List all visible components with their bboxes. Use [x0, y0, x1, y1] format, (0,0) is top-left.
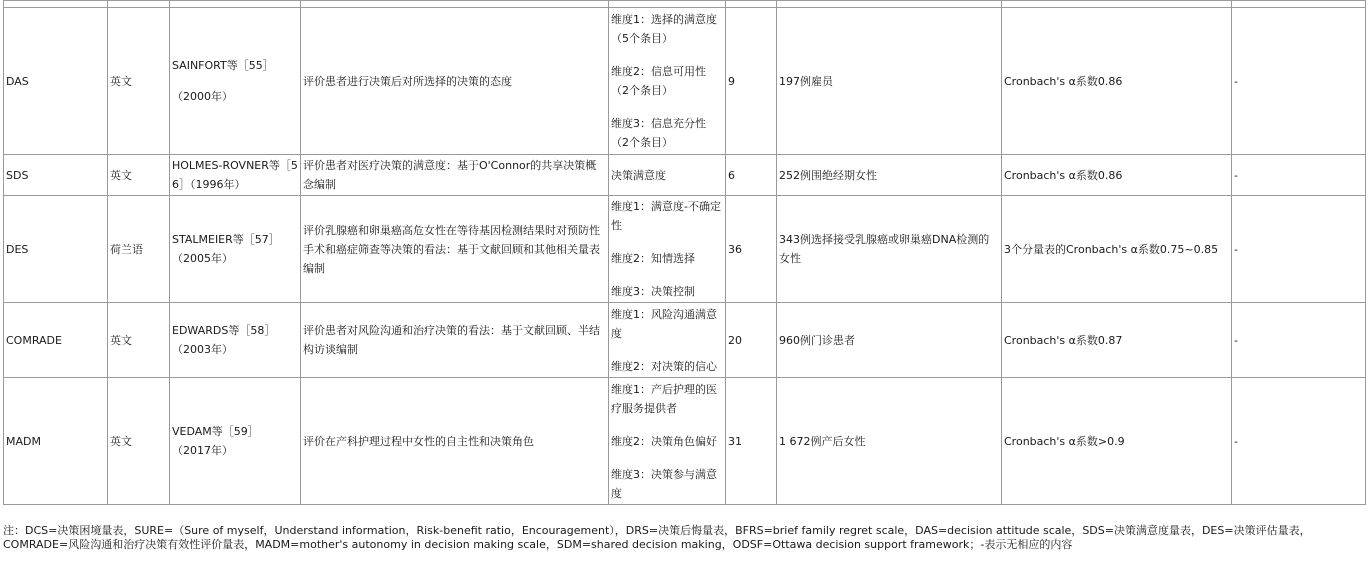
reliability: Cronbach's α系数0.86	[1002, 155, 1232, 196]
dimension: 维度2：信息可用性（2个条目）	[611, 65, 706, 97]
scale-name: SDS	[4, 155, 108, 196]
author: HOLMES-ROVNER等［56］（1996年）	[172, 159, 298, 191]
validity: -	[1232, 378, 1366, 505]
author: STALMEIER等［57］	[172, 233, 280, 246]
reliability: Cronbach's α系数0.86	[1002, 8, 1232, 155]
dimension: 维度2：对决策的信心	[611, 359, 717, 373]
dimensions-cell	[609, 155, 726, 196]
sample: 1 672例产后女性	[777, 378, 1002, 505]
year: （2000年）	[172, 90, 233, 103]
language: 英文	[108, 8, 170, 155]
author: VEDAM等［59］	[172, 425, 259, 438]
dimensions-cell	[609, 196, 726, 303]
item-count: 31	[726, 378, 777, 505]
author: SAINFORT等［55］	[172, 59, 274, 72]
table-row	[4, 196, 1366, 303]
dimension: 维度3：信息充分性（2个条目）	[611, 117, 706, 149]
dimension: 维度1：风险沟通满意度	[611, 307, 717, 340]
dimensions-cell	[609, 378, 726, 505]
validity: -	[1232, 155, 1366, 196]
validity: -	[1232, 8, 1366, 155]
item-count: 36	[726, 196, 777, 303]
table-row	[4, 8, 1366, 155]
year: （2017年）	[172, 444, 233, 457]
scale-name: COMRADE	[4, 303, 108, 378]
dimension: 维度2：知情选择	[611, 252, 695, 265]
dimensions-cell	[609, 8, 726, 155]
scales-table	[3, 0, 1366, 505]
validity: -	[1232, 196, 1366, 303]
reliability: Cronbach's α系数>0.9	[1002, 378, 1232, 505]
table-row	[4, 303, 1366, 378]
author: EDWARDS等［58］	[172, 324, 276, 337]
author-cell	[170, 8, 301, 155]
table-top-strip	[4, 1, 1366, 8]
purpose: 评价乳腺癌和卵巢癌高危女性在等待基因检测结果时对预防性手术和癌症筛查等决策的看法：基于文献回顾和其他相关量表编制	[301, 196, 609, 303]
dimension: 维度1：产后护理的医疗服务提供者	[611, 382, 717, 415]
language: 荷兰语	[108, 196, 170, 303]
item-count: 6	[726, 155, 777, 196]
language: 英文	[108, 303, 170, 378]
table-footnote: 注：DCS=决策困境量表，SURE=（Sure of myself，Understand information，Risk-benefit ratio，Encouragement），DRS=决策后悔量表，BFRS=brief family regret scale，DAS=decision attitude scale，SDS=决策满意度量表，DES=决策评估量表，COMRADE=风险沟通和治疗决策有效性评价量表，MADM=mother's autonomy in decision making scale，SDM=shared decision making，ODSF=Ottawa decision support framework；-表示无相应的内容	[3, 524, 1311, 551]
dimension: 维度3：决策控制	[611, 285, 695, 298]
dimension: 维度2：决策角色偏好	[611, 434, 717, 448]
purpose: 评价患者对医疗决策的满意度：基于O'Connor的共享决策概念编制	[301, 155, 609, 196]
reliability: Cronbach's α系数0.87	[1002, 303, 1232, 378]
dimension: 维度1：满意度-不确定性	[611, 200, 721, 232]
dimensions-cell	[609, 303, 726, 378]
year: （2005年）	[172, 252, 233, 265]
author-cell	[170, 303, 301, 378]
scale-name: DES	[4, 196, 108, 303]
sample: 960例门诊患者	[777, 303, 1002, 378]
language: 英文	[108, 378, 170, 505]
scale-name: MADM	[4, 378, 108, 505]
author-cell	[170, 155, 301, 196]
reliability: 3个分量表的Cronbach's α系数0.75~0.85	[1002, 196, 1232, 303]
sample: 197例雇员	[777, 8, 1002, 155]
dimension: 决策满意度	[611, 168, 666, 182]
item-count: 20	[726, 303, 777, 378]
sample: 343例选择接受乳腺癌或卵巢癌DNA检测的女性	[777, 196, 1002, 303]
year: （2003年）	[172, 343, 233, 356]
table-row	[4, 378, 1366, 505]
dimension: 维度3：决策参与满意度	[611, 467, 717, 500]
purpose: 评价在产科护理过程中女性的自主性和决策角色	[301, 378, 609, 505]
item-count: 9	[726, 8, 777, 155]
author-cell	[170, 378, 301, 505]
validity: -	[1232, 303, 1366, 378]
language: 英文	[108, 155, 170, 196]
scale-name: DAS	[4, 8, 108, 155]
author-cell	[170, 196, 301, 303]
table-row	[4, 155, 1366, 196]
purpose: 评价患者进行决策后对所选择的决策的态度	[301, 8, 609, 155]
dimension: 维度1：选择的满意度（5个条目）	[611, 13, 717, 45]
purpose: 评价患者对风险沟通和治疗决策的看法：基于文献回顾、半结构访谈编制	[301, 303, 609, 378]
sample: 252例围绝经期女性	[777, 155, 1002, 196]
